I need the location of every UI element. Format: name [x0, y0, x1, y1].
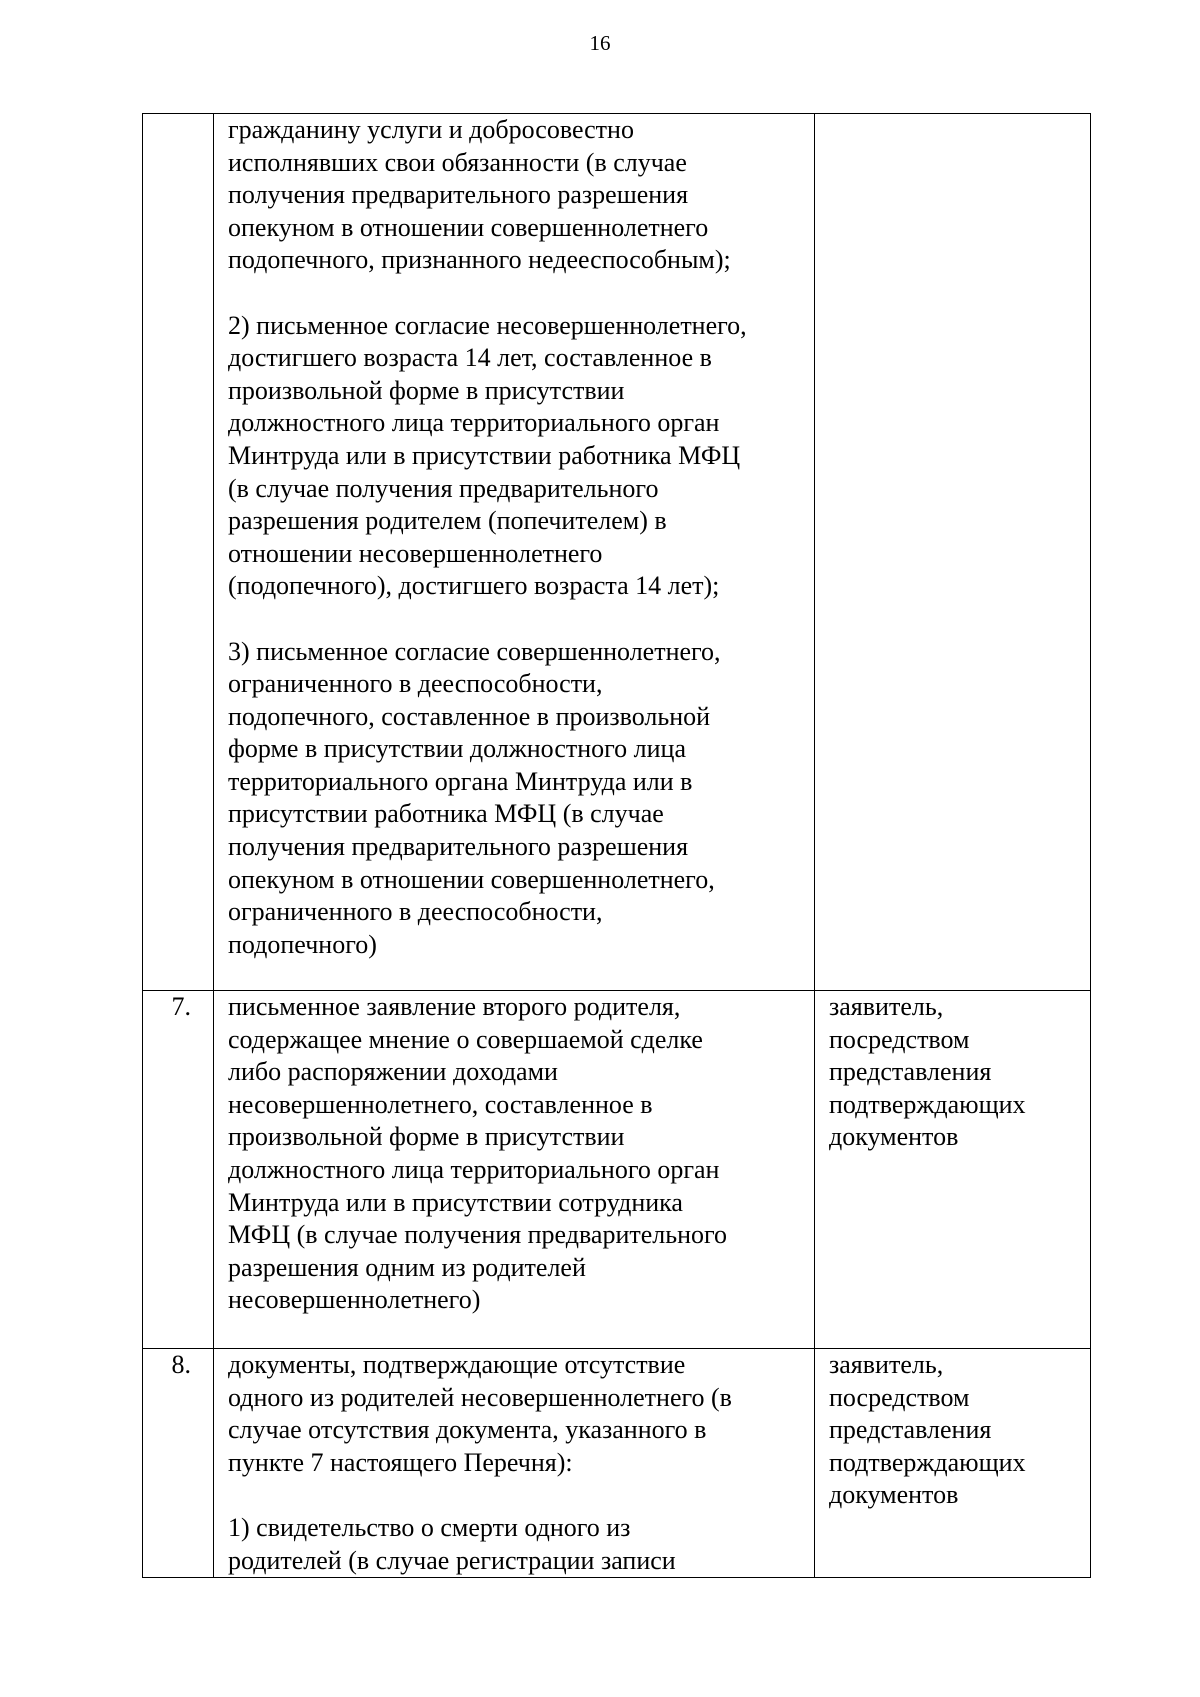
text-line: разрешения одним из родителей: [228, 1252, 586, 1282]
text-line: подтверждающих: [829, 1447, 1026, 1477]
text-line: опекуном в отношении совершеннолетнего: [228, 212, 709, 242]
text-line: форме в присутствии должностного лица: [228, 734, 686, 764]
text-line: опекуном в отношении совершеннолетнего,: [228, 864, 715, 894]
source-cell: [815, 1349, 1091, 1578]
text-line: заявитель,: [829, 992, 944, 1021]
paragraph-intro: [228, 1349, 800, 1479]
documents-table: [142, 113, 1091, 1578]
text-line: 2) письменное согласие несовершеннолетнего,: [228, 310, 747, 340]
text-line: Минтруда или в присутствии работника МФЦ: [228, 440, 741, 470]
text-line: случае отсутствия документа, указанного в: [228, 1415, 707, 1445]
text-line: подопечного, составленное в произвольной: [228, 701, 711, 731]
paragraph-item-3: [228, 636, 800, 962]
text-line: содержащее мнение о совершаемой сделке: [228, 1024, 703, 1054]
paragraph-item-2: [228, 310, 800, 603]
text-line: (подопечного), достигшего возраста 14 лет);: [228, 571, 720, 601]
text-line: документов: [829, 1480, 959, 1510]
text-line: исполнявших свои обязанности (в случае: [228, 147, 687, 177]
text-line: несовершеннолетнего): [228, 1285, 481, 1315]
text-line: документы, подтверждающие отсутствие: [228, 1350, 686, 1379]
paragraph-item-1: [228, 1512, 800, 1577]
text-line: либо распоряжении доходами: [228, 1057, 558, 1087]
row-number: 8.: [171, 1350, 191, 1379]
text-line: МФЦ (в случае получения предварительного: [228, 1220, 728, 1250]
source-cell: [815, 991, 1091, 1349]
text-line: должностного лица территориального орган: [228, 1154, 720, 1184]
table-row-8: [143, 1349, 1091, 1578]
text-line: получения предварительного разрешения: [228, 180, 689, 210]
text-line: достигшего возраста 14 лет, составленное в: [228, 343, 712, 373]
row-number-cell: [143, 1349, 214, 1578]
paragraph-continued-text: [228, 114, 800, 277]
table-row-7: [143, 991, 1091, 1349]
text-line: произвольной форме в присутствии: [228, 1122, 625, 1152]
text-line: родителей (в случае регистрации записи: [228, 1545, 676, 1575]
text-line: заявитель,: [829, 1350, 944, 1379]
text-line: отношении несовершеннолетнего: [228, 538, 603, 568]
text-line: посредством: [829, 1024, 970, 1054]
text-line: представления: [829, 1415, 992, 1445]
text-line: подопечного): [228, 929, 377, 959]
text-line: произвольной форме в присутствии: [228, 375, 625, 405]
text-line: несовершеннолетнего, составленное в: [228, 1089, 653, 1119]
text-line: разрешения родителем (попечителем) в: [228, 506, 667, 536]
text-line: присутствии работника МФЦ (в случае: [228, 799, 664, 829]
source-cell: [815, 114, 1091, 991]
text-line: ограниченного в дееспособности,: [228, 669, 603, 699]
text-line: 1) свидетельство о смерти одного из: [228, 1512, 631, 1542]
text-line: одного из родителей несовершеннолетнего (в: [228, 1382, 732, 1412]
text-line: посредством: [829, 1382, 970, 1412]
document-description-cell: [214, 991, 815, 1349]
text-line: письменное заявление второго родителя,: [228, 992, 681, 1021]
document-description-cell: [214, 1349, 815, 1578]
row-number-cell: [143, 114, 214, 991]
document-description-cell: [214, 114, 815, 991]
text-line: подтверждающих: [829, 1089, 1026, 1119]
text-line: 3) письменное согласие совершеннолетнего,: [228, 636, 721, 666]
text-line: документов: [829, 1122, 959, 1152]
text-line: пункте 7 настоящего Перечня):: [228, 1447, 573, 1477]
page-number: 16: [589, 31, 611, 55]
row-number: 7.: [171, 992, 191, 1021]
row-number-cell: [143, 991, 214, 1349]
text-line: (в случае получения предварительного: [228, 473, 659, 503]
text-line: должностного лица территориального орган: [228, 408, 720, 438]
table-row-continued: [143, 114, 1091, 991]
text-line: ограниченного в дееспособности,: [228, 897, 603, 927]
text-line: представления: [829, 1057, 992, 1087]
text-line: подопечного, признанного недееспособным);: [228, 245, 731, 275]
text-line: получения предварительного разрешения: [228, 832, 689, 862]
text-line: Минтруда или в присутствии сотрудника: [228, 1187, 683, 1217]
text-line: территориального органа Минтруда или в: [228, 766, 693, 796]
text-line: гражданину услуги и добросовестно: [228, 115, 634, 144]
